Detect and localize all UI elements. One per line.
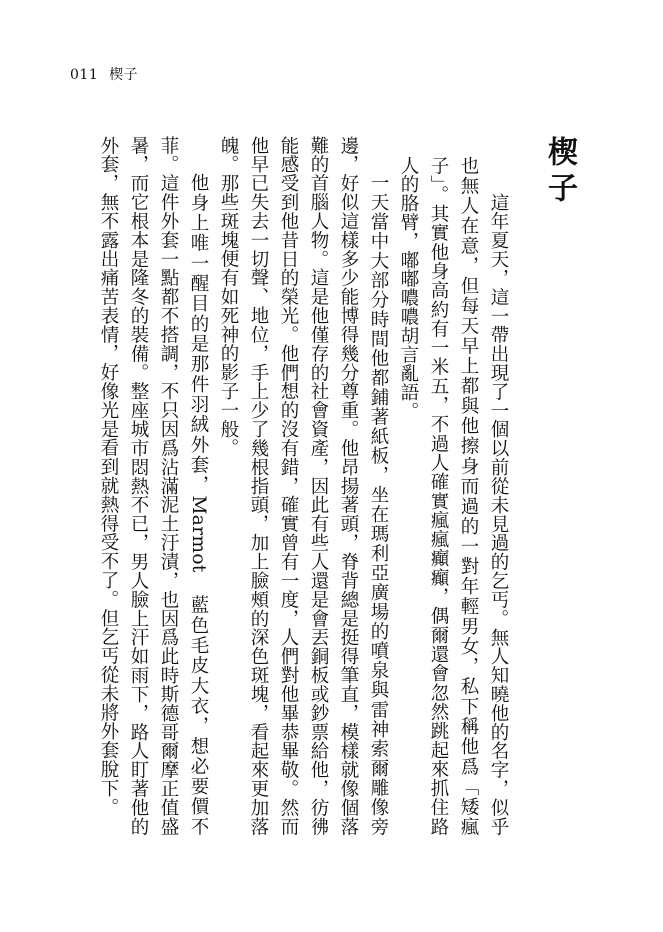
paragraph-3-end: 藍色毛皮大衣，想必要價不菲。這件外套一點都不搭調，不只因爲沾滿泥土汙漬，也因爲此時斯德哥爾摩正值盛暑，而它根本是隆冬的裝備。整座城市悶熱不已，男人臉上汗如雨下，路人盯著他的外套，無不露出痛苦表情，好像光是看到就熱得受不了。但乞丐從未將外套脫下。 <box>98 136 209 837</box>
paragraph-3-start: 他身上唯一醒目的是那件羽絨外套， <box>188 173 209 496</box>
chapter-title: 楔子 <box>542 136 577 208</box>
paragraph-2: 一天當中大部分時間他都鋪著紙板，坐在瑪利亞廣場的噴泉與雷神索爾雕像旁邊，好似這樣多少能博得幾分尊重。他昂揚著頭，脊背總是挺得筆直，模樣就像個落難的首腦人物。這是他僅存的社會資產，因此有些人還是會丟銅板或鈔票給他，彷彿能感受到他昔日的榮光。他們想的沒有錯，確實曾有一度，人們對他畢恭畢敬。然而他早已失去一切聲、地位，手上少了幾根指頭，加上臉頰的深色斑塊，看起來更加落魄。那些斑塊便有如死神的影子一般。 <box>218 136 389 836</box>
paragraph-1: 這年夏天，這一帶出現了一個以前從未見過的乞丐。無人知曉他的名字，似乎也無人在意，但每天早上都與他擦身而過的一對年輕男女，私下稱他爲「矮瘋子」。其實他身高約有一米五，不過人確實瘋瘋癲癲，偶爾還會忽然跳起來抓住路人的胳臂，嘟嘟噥噥胡言亂語。 <box>398 156 509 836</box>
vertical-text-column <box>93 136 579 836</box>
brand-name: Marmot <box>188 495 209 573</box>
running-title: 楔子 <box>109 67 139 83</box>
page-number: 011 <box>70 67 99 83</box>
running-header <box>70 64 138 84</box>
paragraph-3 <box>93 136 213 836</box>
